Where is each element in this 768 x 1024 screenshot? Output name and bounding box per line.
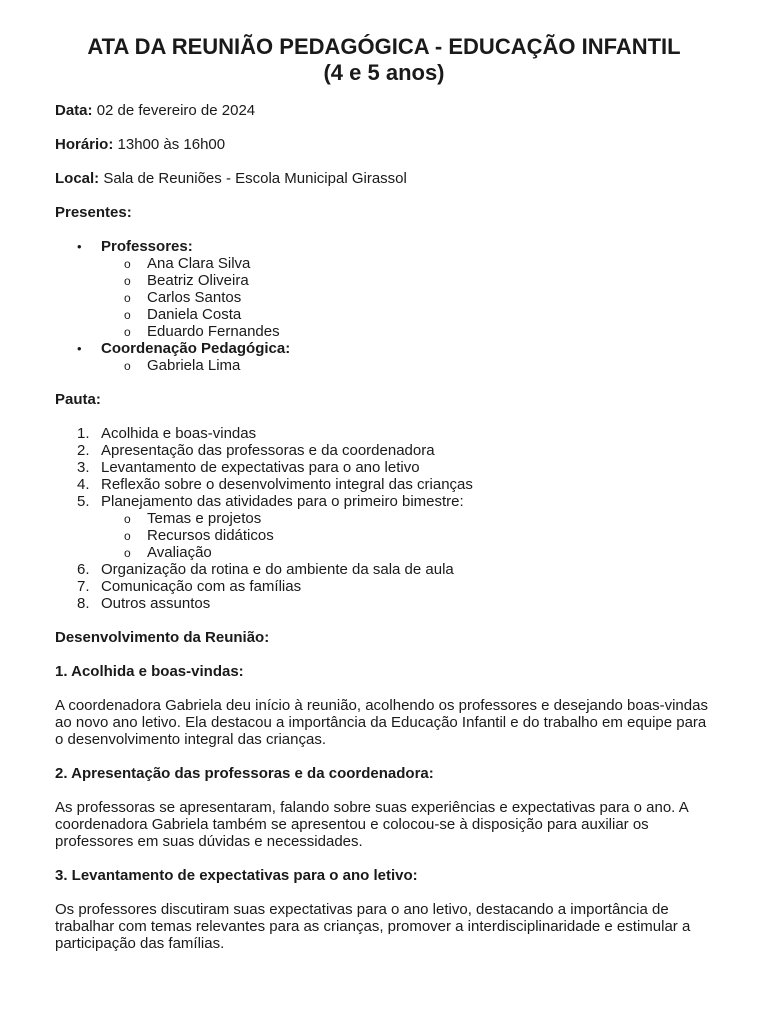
agenda-text: Planejamento das atividades para o primeiro bimestre:: [101, 493, 464, 510]
member-name: Gabriela Lima: [147, 357, 241, 374]
circle-bullet-icon: o: [124, 274, 131, 288]
list-item: [101, 306, 713, 323]
agenda-subitem-text: Temas e projetos: [147, 510, 262, 527]
agenda-number: 7.: [77, 578, 90, 595]
agenda-number: 6.: [77, 561, 90, 578]
attendee-members: [101, 357, 713, 374]
attendee-group: [55, 340, 713, 374]
agenda-item: [55, 425, 713, 442]
location-label: Local:: [55, 170, 100, 187]
circle-bullet-icon: o: [124, 512, 131, 526]
member-name: Eduardo Fernandes: [147, 323, 280, 340]
time-value: 13h00 às 16h00: [117, 136, 226, 153]
agenda-subitem-text: Recursos didáticos: [147, 527, 274, 544]
list-item: [101, 272, 713, 289]
circle-bullet-icon: o: [124, 257, 131, 271]
meta-block: [55, 102, 713, 187]
agenda-item: [55, 442, 713, 459]
agenda-number: 8.: [77, 595, 90, 612]
agenda-subitem-text: Avaliação: [147, 544, 212, 561]
agenda-subitems: [101, 510, 713, 561]
date-label: Data:: [55, 102, 93, 119]
member-name: Carlos Santos: [147, 289, 242, 306]
section-paragraph: As professoras se apresentaram, falando sobre suas experiências e expectativas para o ano. A coordenadora Gabriela também se apresentou e colocou-se à disposição para auxiliar os professores em suas dúvidas e necessidades.: [55, 799, 688, 850]
bullet-icon: •: [77, 239, 82, 254]
section-heading: 1. Acolhida e boas-vindas:: [55, 663, 244, 680]
agenda-item: [55, 493, 713, 561]
time-field: [55, 136, 713, 153]
agenda-text: Apresentação das professoras e da coordenadora: [101, 442, 435, 459]
agenda-item: [55, 578, 713, 595]
agenda-item: [55, 561, 713, 578]
agenda-item: [55, 476, 713, 493]
location-field: [55, 170, 713, 187]
development-heading: Desenvolvimento da Reunião:: [55, 629, 270, 646]
member-name: Daniela Costa: [147, 306, 242, 323]
agenda-number: 4.: [77, 476, 90, 493]
circle-bullet-icon: o: [124, 359, 131, 373]
date-value: 02 de fevereiro de 2024: [96, 102, 256, 119]
bullet-icon: •: [77, 341, 82, 356]
title-line-1: ATA DA REUNIÃO PEDAGÓGICA - EDUCAÇÃO INFANTIL: [87, 34, 681, 59]
agenda-text: Organização da rotina e do ambiente da sala de aula: [101, 561, 454, 578]
attendee-group-label: Coordenação Pedagógica:: [101, 340, 291, 357]
agenda-number: 1.: [77, 425, 90, 442]
location-value: Sala de Reuniões - Escola Municipal Girassol: [103, 170, 407, 187]
agenda-heading: Pauta:: [55, 391, 101, 408]
section-heading: 3. Levantamento de expectativas para o ano letivo:: [55, 867, 418, 884]
attendee-group-label: Professores:: [101, 238, 193, 255]
list-item: [101, 289, 713, 306]
list-item: [101, 527, 713, 544]
list-item: [101, 510, 713, 527]
list-item: [101, 357, 713, 374]
circle-bullet-icon: o: [124, 308, 131, 322]
agenda-text: Levantamento de expectativas para o ano letivo: [101, 459, 420, 476]
section-heading: 2. Apresentação das professoras e da coordenadora:: [55, 765, 434, 782]
date-field: [55, 102, 713, 119]
section-paragraph: A coordenadora Gabriela deu início à reunião, acolhendo os professores e desejando boas-vindas ao novo ano letivo. Ela destacou a importância da Educação Infantil e do trabalho em equipe para o desenvolvimento integral das crianças.: [55, 697, 708, 748]
attendees-list: [55, 238, 713, 374]
list-item: [101, 255, 713, 272]
agenda-text: Comunicação com as famílias: [101, 578, 302, 595]
member-name: Ana Clara Silva: [147, 255, 251, 272]
title-line-2: (4 e 5 anos): [323, 60, 445, 85]
circle-bullet-icon: o: [124, 325, 131, 339]
list-item: [101, 544, 713, 561]
attendee-group: [55, 238, 713, 340]
member-name: Beatriz Oliveira: [147, 272, 249, 289]
document-title: [55, 34, 713, 86]
attendees-heading: Presentes:: [55, 204, 132, 221]
agenda-text: Acolhida e boas-vindas: [101, 425, 257, 442]
list-item: [101, 323, 713, 340]
agenda-number: 5.: [77, 493, 90, 510]
agenda-text: Reflexão sobre o desenvolvimento integral das crianças: [101, 476, 473, 493]
agenda-number: 3.: [77, 459, 90, 476]
section-paragraph: Os professores discutiram suas expectativas para o ano letivo, destacando a importância de trabalhar com temas relevantes para as crianças, promover a interdisciplinaridade e estimular a participação das famílias.: [55, 901, 691, 952]
time-label: Horário:: [55, 136, 114, 153]
agenda-list: [55, 425, 713, 612]
agenda-item: [55, 459, 713, 476]
agenda-number: 2.: [77, 442, 90, 459]
attendee-members: [101, 255, 713, 340]
circle-bullet-icon: o: [124, 291, 131, 305]
circle-bullet-icon: o: [124, 529, 131, 543]
circle-bullet-icon: o: [124, 546, 131, 560]
agenda-item: [55, 595, 713, 612]
agenda-text: Outros assuntos: [101, 595, 211, 612]
